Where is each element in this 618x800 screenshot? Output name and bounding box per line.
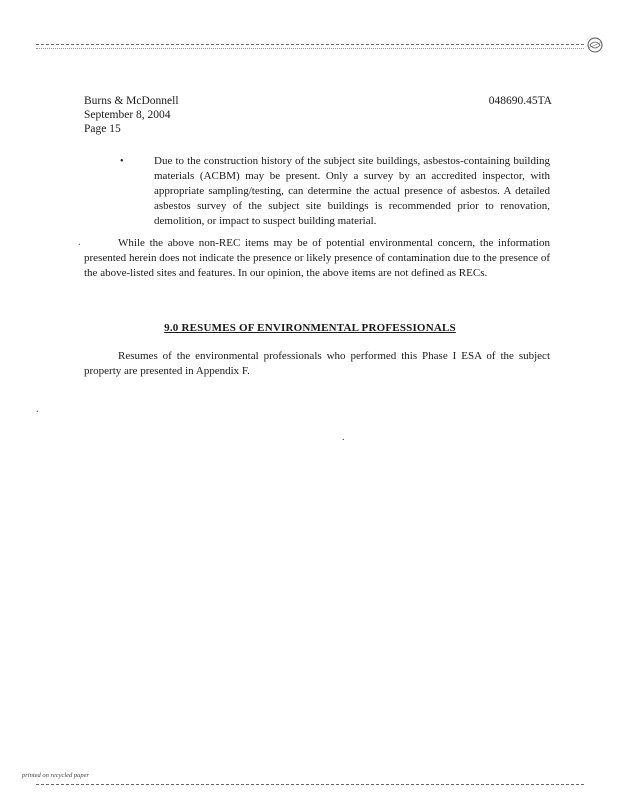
scan-speck: . [78, 237, 81, 248]
section-heading-text: 9.0 RESUMES OF ENVIRONMENTAL PROFESSIONALS [164, 322, 456, 334]
top-scan-border [36, 44, 584, 45]
recycled-paper-note: printed on recycled paper [22, 772, 90, 779]
letter-date: September 8, 2004 [84, 109, 171, 121]
recipient-name: Burns & McDonnell [84, 95, 179, 107]
asbestos-bullet-text: Due to the construction history of the subject site buildings, asbestos-containing building materials (ACBM) may be present. Only a survey by an accredited inspector, with appropriate sampling/testing, can determine the actual presence of asbestos. A detailed asbestos survey of the subject site buildings is recommended prior to renovation, demolition, or impact to suspect building material. [154, 155, 550, 227]
top-scan-border-secondary [36, 48, 584, 49]
bottom-scan-border [36, 784, 584, 785]
scan-speck: . [36, 404, 39, 415]
company-logo-icon [586, 36, 604, 54]
non-rec-paragraph: While the above non-REC items may be of potential environmental concern, the information presented herein does not indicate the presence or likely presence of contamination due to the presence of the above-listed sites and features. In our opinion, the above items are not defined as RECs. [84, 237, 550, 279]
bullet-point-icon: • [120, 156, 124, 167]
resumes-paragraph: Resumes of the environmental professionals who performed this Phase I ESA of the subject property are presented in Appendix F. [84, 350, 550, 377]
scan-speck: . [342, 432, 345, 443]
project-number: 048690.45TA [488, 95, 552, 107]
section-heading [0, 322, 618, 334]
page-number: Page 15 [84, 123, 121, 135]
letter-header-left [84, 94, 179, 136]
